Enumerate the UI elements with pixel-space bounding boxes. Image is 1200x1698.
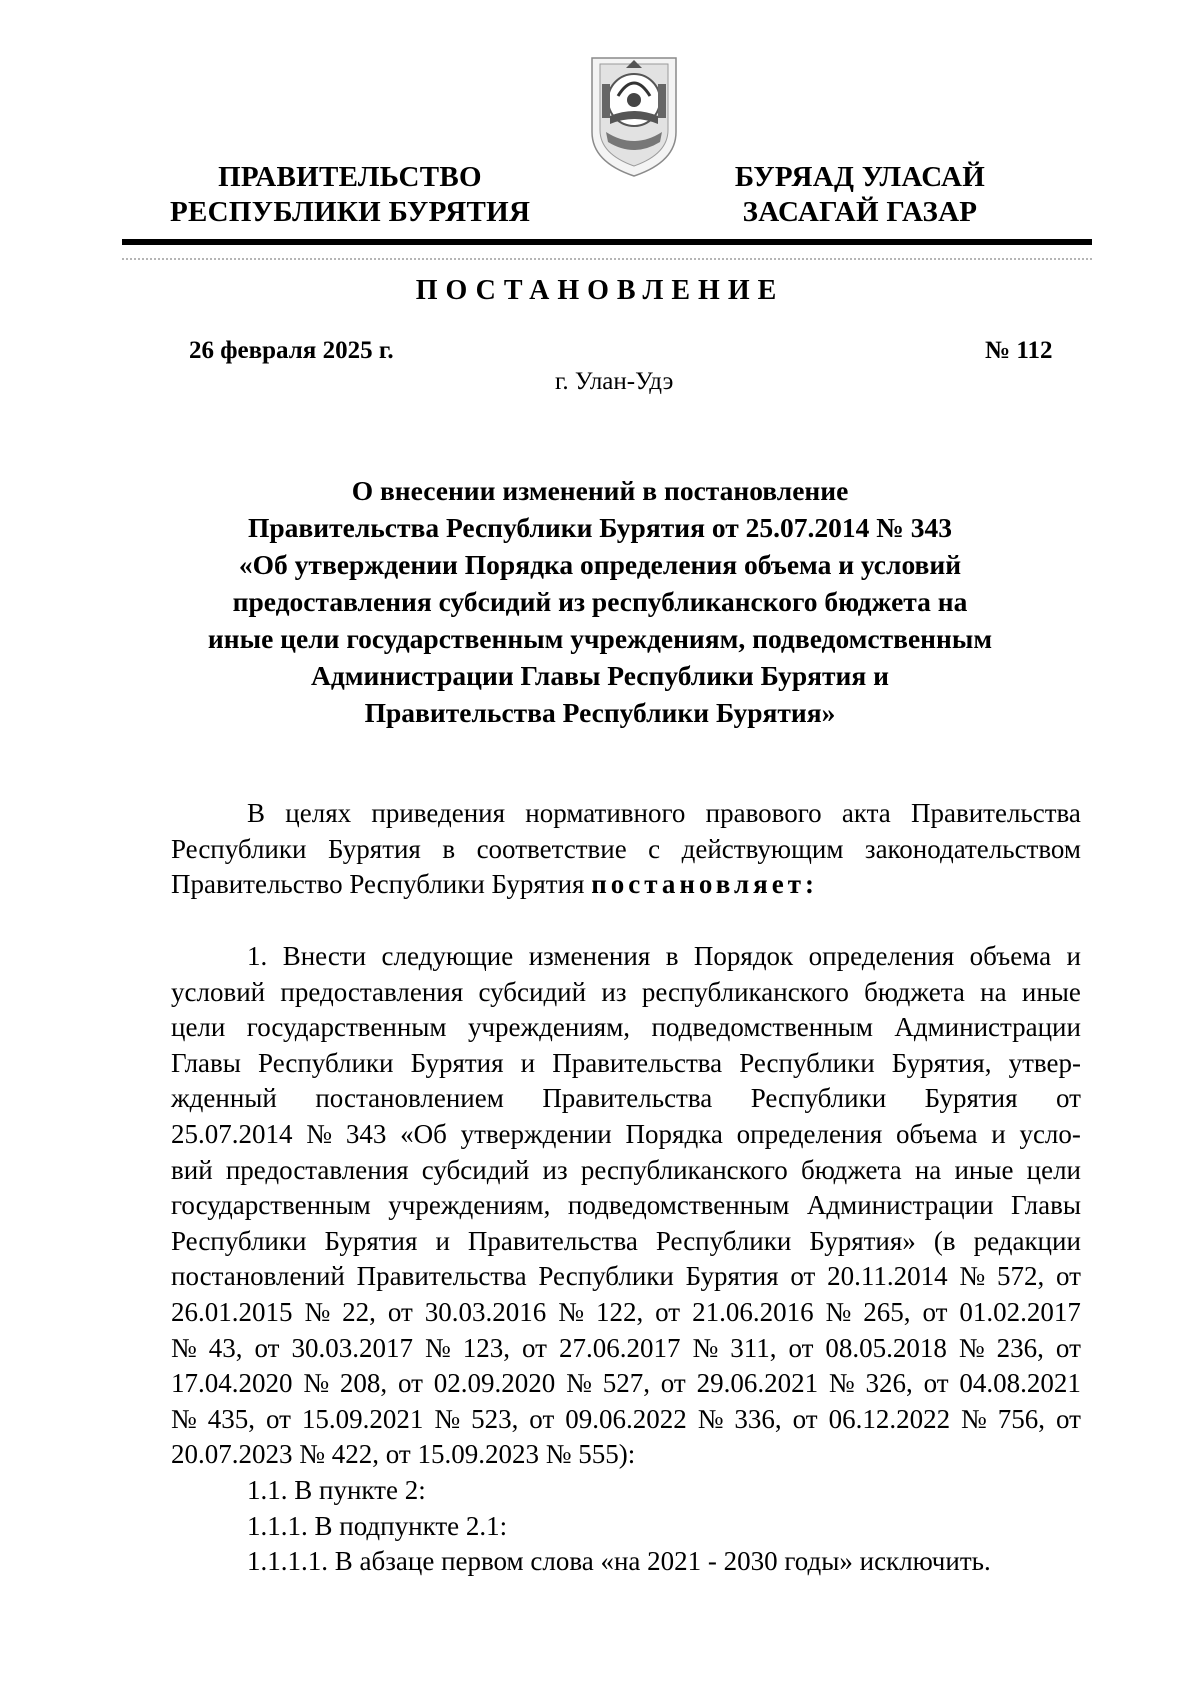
word: усло- — [1019, 1118, 1081, 1149]
subitem-1-1-1: 1.1.1. В подпункте 2.1: — [247, 1510, 508, 1541]
paragraph-line — [171, 1259, 1081, 1295]
word: государственным — [246, 1012, 447, 1043]
document-number: № 112 — [985, 337, 1053, 364]
word: республиканского — [641, 976, 849, 1007]
word: Главы — [171, 1047, 241, 1078]
word: Республики — [258, 1047, 394, 1078]
word: № — [306, 1118, 333, 1149]
word: от — [788, 1332, 814, 1363]
word: бюджета — [864, 976, 965, 1007]
paragraph-line — [171, 796, 1081, 832]
coat-of-arms-icon — [588, 54, 680, 180]
word: Правительства — [542, 1083, 713, 1114]
word: 123, — [462, 1332, 510, 1363]
word: 25.07.2014 — [171, 1118, 293, 1149]
word: постановлением — [315, 1083, 504, 1114]
word: 27.06.2017 — [558, 1332, 681, 1363]
word: на — [980, 976, 1007, 1007]
word: учреждениям, — [467, 1012, 631, 1043]
word: государственным — [171, 1190, 371, 1221]
word: от — [529, 1403, 555, 1434]
word: объема — [969, 941, 1052, 971]
word: 527, — [602, 1368, 650, 1399]
word: № — [825, 1296, 852, 1327]
word: Главы — [1011, 1190, 1081, 1221]
paragraph-text: Правительство Республики Бурятия — [171, 869, 592, 900]
word: от — [790, 1261, 816, 1292]
paragraph-line — [171, 975, 1081, 1011]
word: 26.01.2015 — [171, 1296, 293, 1327]
word: определения — [736, 1118, 883, 1149]
word: Администрации — [806, 1190, 994, 1221]
word: Бурятия — [410, 1047, 504, 1078]
word: в — [442, 833, 456, 864]
word: жденный — [171, 1083, 277, 1114]
word: № — [566, 1368, 592, 1399]
word: цели — [1026, 1154, 1081, 1185]
word: 523, — [471, 1403, 519, 1434]
word: правового — [705, 798, 822, 828]
word: № — [697, 1403, 724, 1434]
word: 06.12.2022 — [828, 1403, 951, 1434]
word: и — [1066, 941, 1081, 971]
word: 04.08.2021 — [959, 1368, 1081, 1399]
word: 15.09.2021 — [301, 1403, 424, 1434]
subitem-1-1-1-1: 1.1.1.1. В абзаце первом слова «на 2021 - 2030 годы» исключить. — [247, 1546, 991, 1577]
paragraph-line — [171, 1046, 1081, 1082]
word: 43, — [208, 1332, 243, 1363]
government-name-line: ЗАСАГАЙ ГАЗАР — [742, 196, 978, 228]
word: объема — [896, 1118, 978, 1149]
word: целях — [285, 798, 352, 828]
word: следующие — [381, 941, 514, 971]
word: от — [265, 1403, 291, 1434]
word: Бурятия — [327, 833, 421, 864]
word: (в — [933, 1225, 956, 1256]
word: от — [1056, 1261, 1081, 1292]
word: с — [648, 833, 661, 864]
word: № — [961, 1403, 987, 1434]
government-name-line: РЕСПУБЛИКИ БУРЯТИЯ — [170, 196, 531, 228]
word: учреждениям, — [388, 1190, 551, 1221]
word: Внести — [282, 941, 367, 971]
word: иные — [954, 1154, 1014, 1185]
paragraph-line — [171, 1153, 1081, 1189]
word: 336, — [734, 1403, 782, 1434]
paragraph-line — [171, 1117, 1081, 1153]
word: соответствие — [476, 833, 627, 864]
word: 30.03.2016 — [424, 1296, 547, 1327]
word: 311, — [730, 1332, 777, 1363]
paragraph-line — [171, 1366, 1081, 1402]
word: утвер- — [1008, 1047, 1081, 1078]
word: Бурятия» — [809, 1225, 916, 1256]
document-title — [170, 472, 1030, 731]
word: 343 — [345, 1118, 387, 1149]
word: № — [959, 1261, 986, 1292]
word: 236, — [996, 1332, 1044, 1363]
word: предоставления — [225, 1154, 409, 1185]
title-line: «Об утверждении Порядка определения объема и условий — [238, 549, 962, 580]
word: 29.06.2021 — [696, 1368, 819, 1399]
paragraph-line — [171, 1188, 1081, 1224]
word: Администрации — [894, 1012, 1081, 1043]
word: вий — [171, 1154, 213, 1185]
word: Бурятия — [324, 1225, 418, 1256]
word: от — [254, 1332, 280, 1363]
word: подведомственным — [567, 1190, 790, 1221]
word: Бурятия, — [891, 1047, 992, 1078]
word: 17.04.2020 — [171, 1368, 293, 1399]
word: 22, — [342, 1296, 376, 1327]
word: и — [435, 1225, 450, 1256]
subitem-1-1: 1.1. В пункте 2: — [247, 1474, 426, 1505]
word: предоставления — [280, 976, 464, 1007]
word: 02.09.2020 — [433, 1368, 556, 1399]
word: действующим — [681, 833, 844, 864]
word: от — [792, 1403, 818, 1434]
document-city: г. Улан-Удэ — [555, 368, 674, 395]
word: № — [434, 1403, 461, 1434]
word: акта — [841, 798, 891, 828]
resolves-keyword: постановляет: — [591, 869, 818, 900]
word: постановлений — [171, 1261, 345, 1292]
word: приведения — [371, 798, 506, 828]
word: 30.03.2017 — [291, 1332, 413, 1363]
word: от — [398, 1368, 423, 1399]
word: утверждении — [460, 1118, 612, 1149]
paragraph-line: 20.07.2023 № 422, от 15.09.2023 № 555): — [171, 1439, 636, 1470]
government-name-line: БУРЯАД УЛАСАЙ — [734, 161, 986, 193]
word: Республики — [750, 1083, 887, 1114]
word: № — [303, 1368, 330, 1399]
paragraph-line — [171, 832, 1081, 868]
paragraph-line — [171, 1295, 1081, 1331]
word: из — [542, 1154, 568, 1185]
title-line: предоставления субсидий из республиканского бюджета на — [232, 586, 968, 617]
clause-1-paragraph — [171, 939, 1081, 1580]
header-divider — [122, 239, 1092, 245]
word: № — [558, 1296, 584, 1327]
word: субсидий — [478, 976, 587, 1007]
word: иные — [1021, 976, 1081, 1007]
word: 208, — [339, 1368, 388, 1399]
word: в — [665, 941, 679, 971]
word: 09.06.2022 — [565, 1403, 687, 1434]
word: и — [520, 1047, 536, 1078]
word: Бурятия — [924, 1083, 1018, 1114]
word: 01.02.2017 — [959, 1296, 1081, 1327]
paragraph-line — [171, 1224, 1081, 1260]
word: 08.05.2018 — [825, 1332, 947, 1363]
word: определения — [808, 941, 955, 971]
word: от — [1055, 1403, 1081, 1434]
word: 756, — [997, 1403, 1046, 1434]
paragraph-line — [171, 1402, 1081, 1438]
word: № — [424, 1332, 451, 1363]
word: подведомственным — [651, 1012, 873, 1043]
title-line: Правительства Республики Бурятия» — [364, 697, 836, 728]
word: цели — [171, 1012, 226, 1043]
word: из — [601, 976, 627, 1007]
word: от — [923, 1368, 949, 1399]
word: В — [247, 798, 266, 828]
paragraph-line — [171, 939, 1081, 975]
government-name-russian — [170, 160, 530, 230]
title-line: Администрации Главы Республики Бурятия и — [311, 660, 889, 691]
word: № — [171, 1332, 197, 1363]
word: нормативного — [525, 798, 686, 828]
title-line: О внесении изменений в постановление — [351, 475, 849, 506]
word: от — [660, 1368, 686, 1399]
word: бюджета — [800, 1154, 902, 1185]
word: от — [1056, 1083, 1081, 1114]
word: 435, — [207, 1403, 255, 1434]
word: 21.06.2016 — [692, 1296, 814, 1327]
preamble-paragraph — [171, 796, 1081, 903]
word: от — [1055, 1332, 1081, 1363]
word: 1. — [247, 941, 268, 971]
word: условий — [171, 976, 266, 1007]
word: от — [922, 1296, 948, 1327]
word: изменения — [528, 941, 651, 971]
word: № — [171, 1403, 197, 1434]
word: № — [958, 1332, 985, 1363]
word: Республики — [171, 1225, 307, 1256]
word: 122, — [595, 1296, 644, 1327]
government-name-line: ПРАВИТЕЛЬСТВО — [218, 161, 482, 193]
word: 326, — [865, 1368, 913, 1399]
word: Республики — [538, 1261, 674, 1292]
word: 265, — [863, 1296, 911, 1327]
word: 572, — [996, 1261, 1045, 1292]
word: от — [387, 1296, 413, 1327]
word: Порядка — [625, 1118, 723, 1149]
word: Республики — [171, 833, 307, 864]
word: республиканского — [580, 1154, 788, 1185]
word: Республики — [739, 1047, 875, 1078]
government-name-buryat — [690, 160, 1030, 230]
word: № — [304, 1296, 331, 1327]
word: Порядок — [693, 941, 794, 971]
word: и — [991, 1118, 1006, 1149]
word: «Об — [400, 1118, 447, 1149]
word: Правительства — [911, 798, 1081, 828]
word: на — [914, 1154, 942, 1185]
document-date: 26 февраля 2025 г. — [189, 337, 394, 364]
word: законодательством — [864, 833, 1081, 864]
word: № — [828, 1368, 855, 1399]
document-type: ПОСТАНОВЛЕНИЕ — [415, 275, 785, 306]
title-line: Правительства Республики Бурятия от 25.07.2014 № 343 — [247, 512, 952, 543]
word: субсидий — [421, 1154, 530, 1185]
paragraph-line — [171, 1010, 1081, 1046]
word: Бурятия — [685, 1261, 779, 1292]
word: 20.11.2014 — [827, 1261, 948, 1292]
paragraph-line — [171, 1081, 1081, 1117]
header-divider-dotted — [122, 258, 1092, 260]
word: от — [521, 1332, 547, 1363]
paragraph-line — [171, 867, 1081, 903]
word: № — [692, 1332, 719, 1363]
word: от — [655, 1296, 681, 1327]
word: Правительства — [467, 1225, 638, 1256]
paragraph-line — [171, 1331, 1081, 1367]
word: редакции — [973, 1225, 1081, 1256]
word: Правительства — [552, 1047, 723, 1078]
word: Правительства — [356, 1261, 527, 1292]
word: Республики — [655, 1225, 792, 1256]
title-line: иные цели государственным учреждениям, подведомственным — [207, 623, 993, 654]
